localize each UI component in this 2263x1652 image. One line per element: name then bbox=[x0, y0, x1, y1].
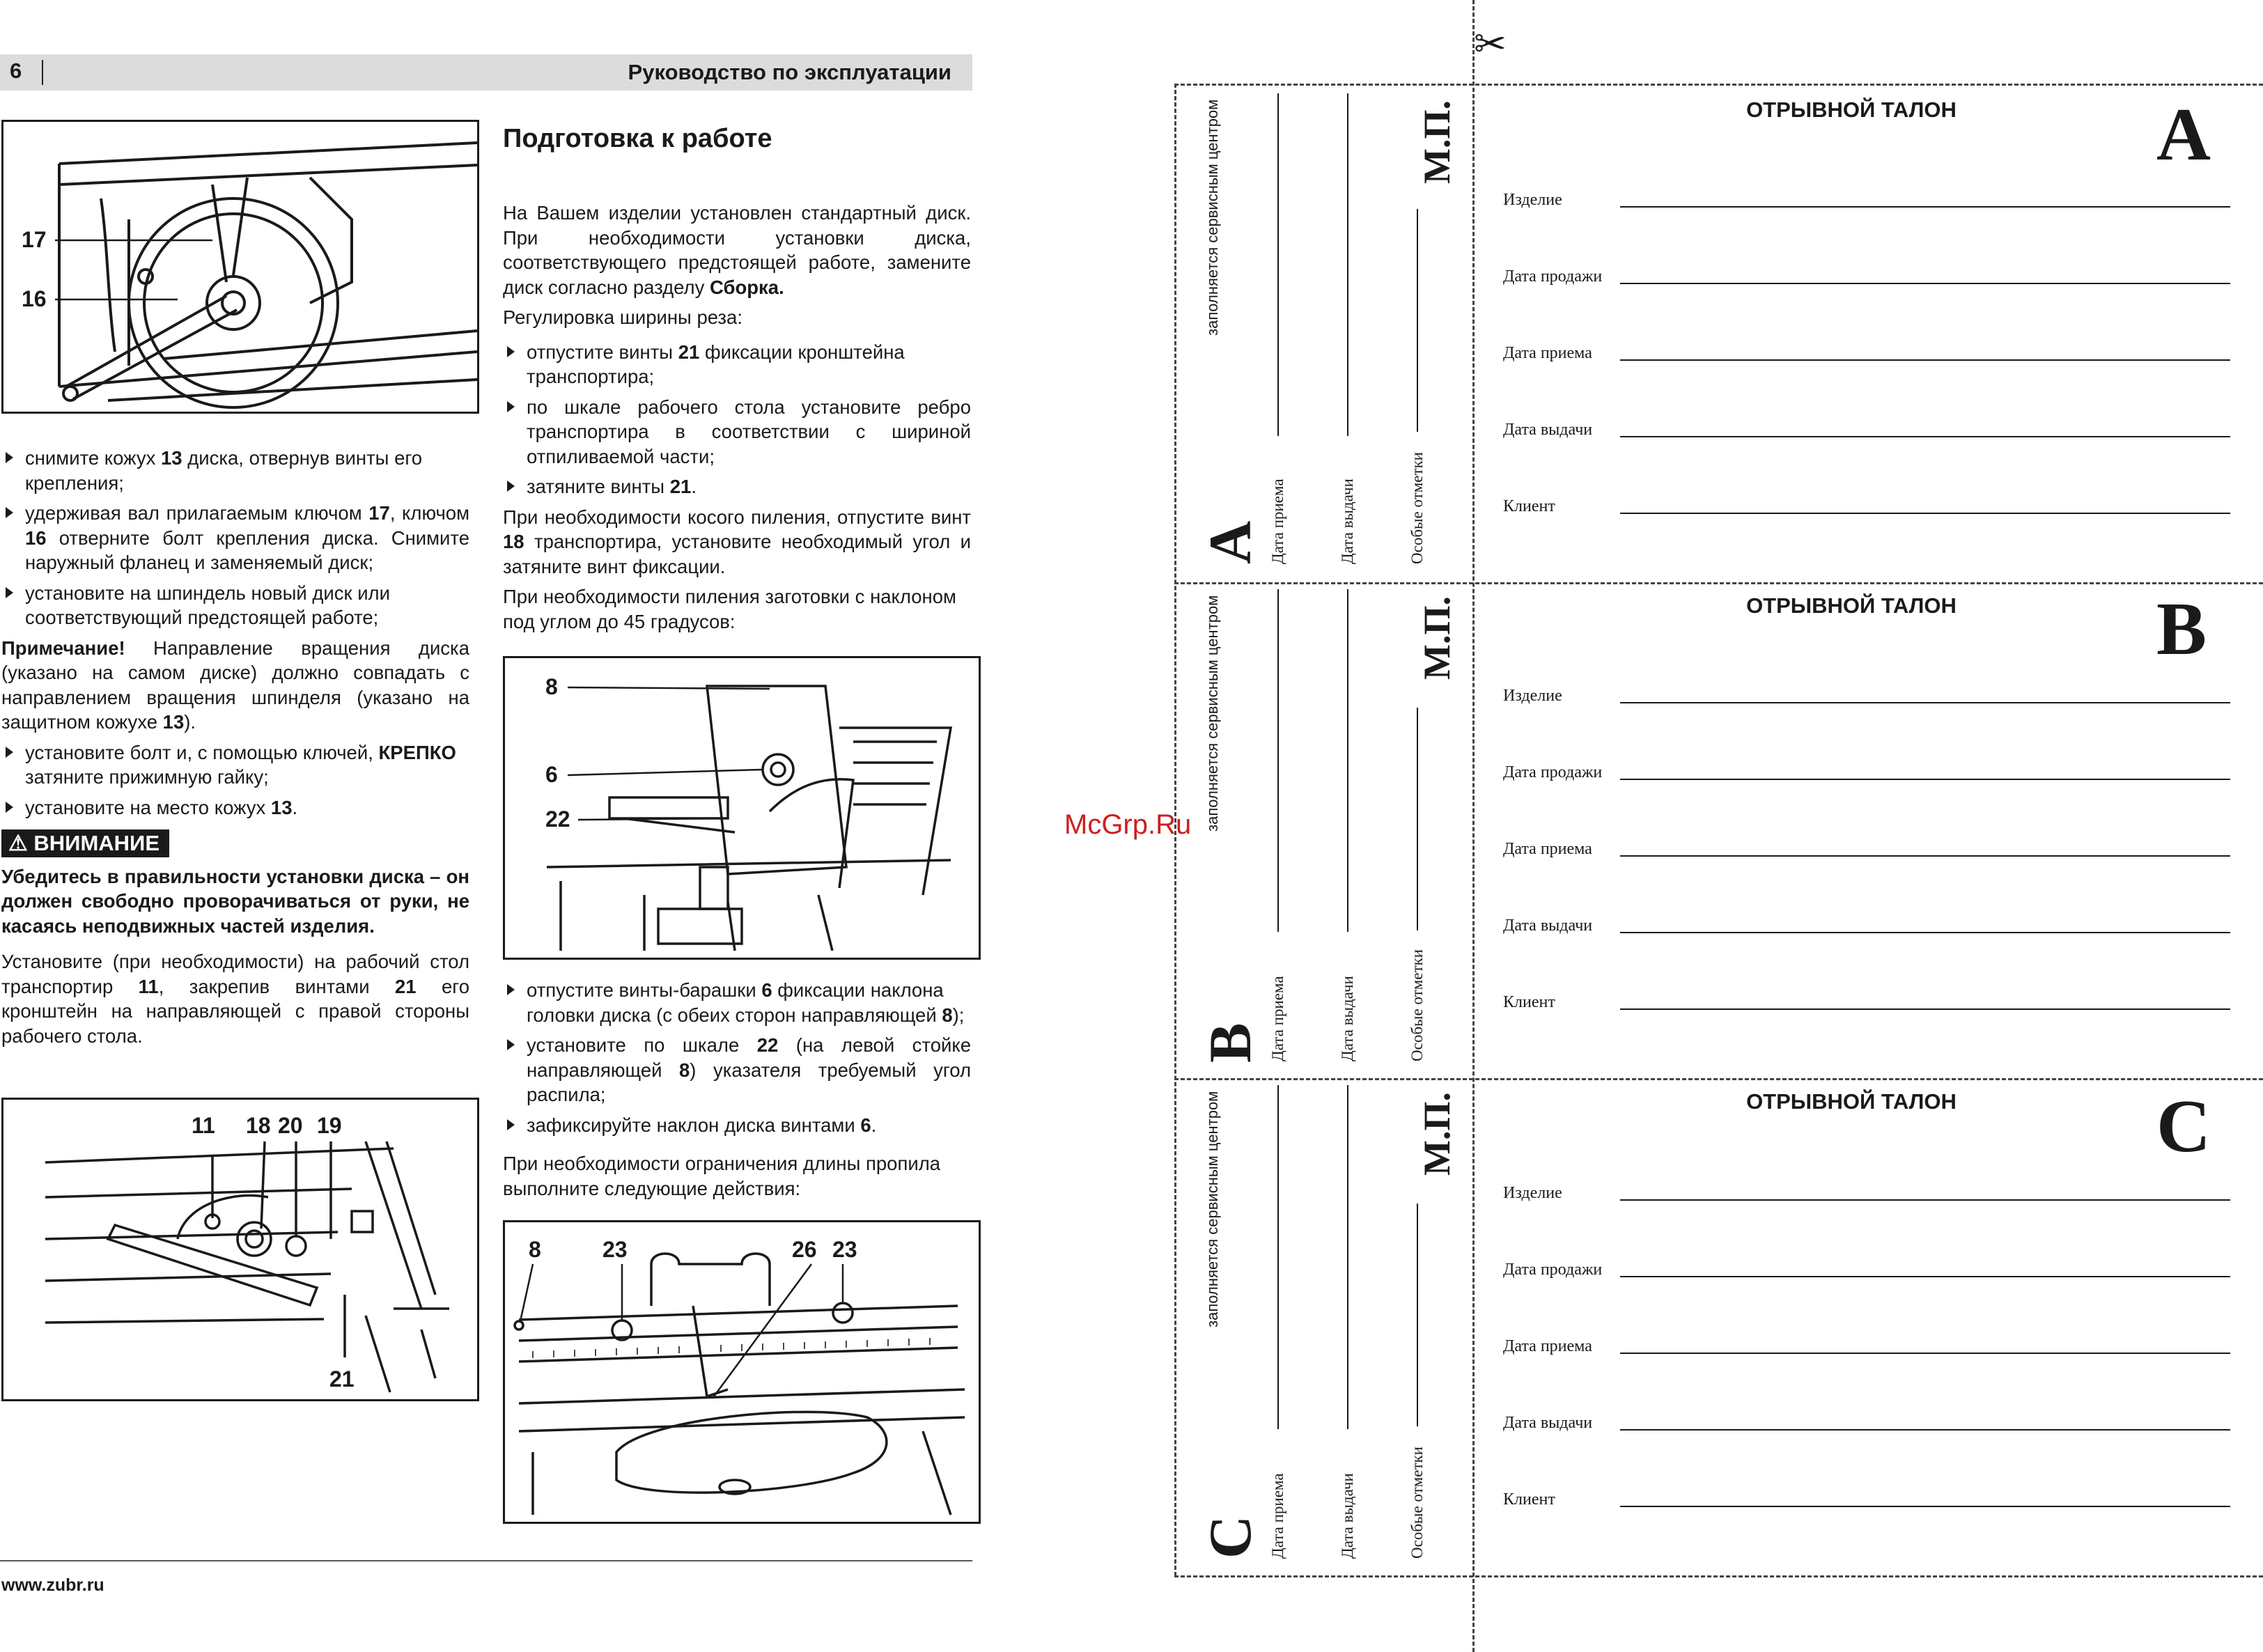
stub-letter: A bbox=[1197, 520, 1263, 564]
fig2-label-20: 20 bbox=[278, 1113, 303, 1138]
list-item: отпустите винты-барашки 6 фиксации наклона головки диска (с обеих сторон направляющей 8); bbox=[503, 978, 971, 1027]
stub-issue-line[interactable] bbox=[1347, 589, 1348, 932]
scissors-icon: ✂ bbox=[1474, 22, 1507, 65]
stub-issue-label: Дата выдачи bbox=[1339, 478, 1356, 564]
coupon-a bbox=[1174, 84, 2263, 582]
field-line[interactable] bbox=[1620, 1199, 2230, 1201]
protractor-illustration bbox=[3, 1100, 477, 1399]
coupon-letter: B bbox=[2156, 588, 2207, 671]
warning-badge: ⚠ ВНИМАНИЕ bbox=[1, 829, 169, 857]
stub-marks-line[interactable] bbox=[1417, 1203, 1418, 1426]
field-line[interactable] bbox=[1620, 855, 2230, 857]
field-label: Дата продажи bbox=[1503, 1261, 1603, 1279]
stub-marks-label: Особые отметки bbox=[1408, 949, 1426, 1061]
figure-tilt-scale bbox=[503, 656, 981, 960]
field-label: Дата приема bbox=[1503, 840, 1592, 858]
stub-recv-line[interactable] bbox=[1277, 1085, 1279, 1429]
tilt-illustration bbox=[505, 658, 979, 958]
list-item: установите на место кожух 13. bbox=[1, 795, 469, 820]
field-line[interactable] bbox=[1620, 779, 2230, 780]
fig3-label-6: 6 bbox=[545, 762, 558, 787]
protractor-paragraph: Установите (при необходимости) на рабочий стол транспортир 11, закрепив винтами 21 его кронштейн на направляющей с правой стороны рабочего стола. bbox=[1, 951, 469, 1047]
coupon-title: ОТРЫВНОЙ ТАЛОН bbox=[1746, 1089, 1957, 1114]
page-number: 6 bbox=[10, 59, 22, 83]
list-item: установите болт и, с помощью ключей, КРЕПКО затяните прижимную гайку; bbox=[1, 740, 469, 790]
field-line[interactable] bbox=[1620, 436, 2230, 437]
stub-recv-line[interactable] bbox=[1277, 589, 1279, 932]
stub-letter: B bbox=[1197, 1022, 1263, 1063]
stub-marks-line[interactable] bbox=[1417, 209, 1418, 432]
stub-recv-label: Дата приема bbox=[1269, 1473, 1286, 1559]
footer-rule bbox=[0, 1560, 972, 1561]
field-label: Дата продажи bbox=[1503, 763, 1603, 781]
field-line[interactable] bbox=[1620, 283, 2230, 284]
field-line[interactable] bbox=[1620, 1276, 2230, 1277]
field-line[interactable] bbox=[1620, 932, 2230, 933]
right-instructions-1 bbox=[503, 201, 971, 639]
field-label: Изделие bbox=[1503, 1184, 1562, 1202]
stub-issue-line[interactable] bbox=[1347, 93, 1348, 436]
stub-stamp: М.П. bbox=[1416, 1092, 1458, 1176]
fig1-label-16: 16 bbox=[22, 286, 47, 311]
length-stop-illustration bbox=[505, 1222, 979, 1522]
coupon-title: ОТРЫВНОЙ ТАЛОН bbox=[1746, 593, 1957, 618]
watermark: McGrp.Ru bbox=[1064, 809, 1192, 840]
field-label: Клиент bbox=[1503, 497, 1555, 515]
list-item: отпустите винты 21 фиксации кронштейна транспортира; bbox=[503, 340, 971, 389]
fig4-label-26: 26 bbox=[792, 1237, 817, 1262]
field-line[interactable] bbox=[1620, 1008, 2230, 1010]
list-item: снимите кожух 13 диска, отвернув винты его крепления; bbox=[1, 446, 469, 495]
fig2-label-18: 18 bbox=[246, 1113, 271, 1138]
header-title: Руководство по эксплуатации bbox=[628, 60, 951, 84]
field-label: Дата приема bbox=[1503, 344, 1592, 362]
fig4-label-23a: 23 bbox=[602, 1237, 628, 1262]
stub-recv-label: Дата приема bbox=[1269, 478, 1286, 564]
cut-line-bottom bbox=[1174, 1575, 2263, 1577]
field-line[interactable] bbox=[1620, 359, 2230, 361]
fig4-label-23b: 23 bbox=[832, 1237, 857, 1262]
stub-letter: C bbox=[1197, 1515, 1263, 1559]
coupon-title: ОТРЫВНОЙ ТАЛОН bbox=[1746, 98, 1957, 122]
stub-recv-label: Дата приема bbox=[1269, 976, 1286, 1061]
field-line[interactable] bbox=[1620, 513, 2230, 514]
stub-service-label: заполняется сервисным центром bbox=[1204, 1091, 1221, 1327]
list-item: зафиксируйте наклон диска винтами 6. bbox=[503, 1113, 971, 1138]
list-item: установите на шпиндель новый диск или соответствующий предстоящей работе; bbox=[1, 581, 469, 630]
coupon-letter: A bbox=[2156, 93, 2211, 176]
field-line[interactable] bbox=[1620, 1429, 2230, 1431]
right-instructions-2 bbox=[503, 978, 971, 1206]
list-item: удерживая вал прилагаемым ключом 17, ключом 16 отверните болт крепления диска. Снимите наружный фланец и заменяемый диск; bbox=[1, 501, 469, 575]
fig2-label-21: 21 bbox=[329, 1366, 355, 1392]
field-line[interactable] bbox=[1620, 206, 2230, 208]
stub-marks-line[interactable] bbox=[1417, 708, 1418, 930]
section-heading bbox=[503, 124, 971, 154]
fig2-label-19: 19 bbox=[317, 1113, 342, 1138]
page-header bbox=[0, 54, 972, 91]
field-label: Дата выдачи bbox=[1503, 917, 1593, 935]
stub-stamp: М.П. bbox=[1416, 100, 1458, 184]
coupon-c bbox=[1174, 1078, 2263, 1575]
fig3-label-8: 8 bbox=[545, 674, 558, 699]
subheading-width: Регулировка ширины реза: bbox=[503, 306, 742, 328]
field-label: Дата выдачи bbox=[1503, 421, 1593, 439]
field-label: Дата приема bbox=[1503, 1337, 1592, 1355]
coupon-letter: C bbox=[2156, 1085, 2211, 1168]
stub-issue-label: Дата выдачи bbox=[1339, 976, 1356, 1061]
field-label: Дата продажи bbox=[1503, 267, 1603, 286]
coupon-b bbox=[1174, 582, 2263, 1078]
field-label: Клиент bbox=[1503, 1490, 1555, 1509]
stub-issue-label: Дата выдачи bbox=[1339, 1473, 1356, 1559]
stub-issue-line[interactable] bbox=[1347, 1085, 1348, 1429]
stub-service-label: заполняется сервисным центром bbox=[1204, 595, 1221, 832]
footer-website: www.zubr.ru bbox=[1, 1575, 104, 1595]
list-item: установите по шкале 22 (на левой стойке направляющей 8) указателя требуемый угол распила; bbox=[503, 1033, 971, 1107]
stub-stamp: М.П. bbox=[1416, 596, 1458, 680]
figure-length-stop bbox=[503, 1220, 981, 1524]
field-label: Дата выдачи bbox=[1503, 1414, 1593, 1432]
length-paragraph: При необходимости ограничения длины пропила выполните следующие действия: bbox=[503, 1153, 941, 1199]
field-label: Изделие bbox=[1503, 687, 1562, 705]
bevel-paragraph: При необходимости косого пиления, отпустите винт 18 транспортира, установите необходимый угол и затяните винт фиксации. bbox=[503, 506, 971, 577]
list-item: затяните винты 21. bbox=[503, 474, 971, 499]
left-instructions-1 bbox=[1, 446, 469, 1054]
stub-recv-line[interactable] bbox=[1277, 93, 1279, 436]
field-label: Клиент bbox=[1503, 993, 1555, 1011]
field-line[interactable] bbox=[1620, 1506, 2230, 1507]
field-line[interactable] bbox=[1620, 1353, 2230, 1354]
tilt-paragraph: При необходимости пиления заготовки с наклоном под углом до 45 градусов: bbox=[503, 586, 956, 632]
fig3-label-22: 22 bbox=[545, 806, 570, 832]
stub-marks-label: Особые отметки bbox=[1408, 1447, 1426, 1559]
page-heading: Подготовка к работе bbox=[503, 124, 772, 153]
note-paragraph: Примечание! Направление вращения диска (указано на самом диске) должно совпадать с направлением вращения шпинделя (указано на защитном кожухе 13). bbox=[1, 637, 469, 733]
fig1-label-17: 17 bbox=[22, 227, 47, 252]
figure-disc-replacement bbox=[1, 120, 479, 414]
fig2-label-11: 11 bbox=[192, 1113, 215, 1138]
fig4-label-8: 8 bbox=[529, 1237, 541, 1262]
header-divider bbox=[42, 60, 43, 85]
field-line[interactable] bbox=[1620, 702, 2230, 703]
figure-protractor bbox=[1, 1098, 479, 1401]
intro-paragraph: На Вашем изделии установлен стандартный диск. При необходимости установки диска, соответствующего предстоящей работе, замените диск согласно разделу Сборка. bbox=[503, 202, 971, 298]
warning-icon: ⚠ bbox=[8, 831, 34, 855]
stub-marks-label: Особые отметки bbox=[1408, 452, 1426, 564]
field-label: Изделие bbox=[1503, 191, 1562, 209]
disc-illustration bbox=[3, 122, 477, 412]
warning-text: Убедитесь в правильности установки диска – он должен свободно проворачиваться от руки, не касаясь неподвижных частей изделия. bbox=[1, 865, 469, 937]
list-item: по шкале рабочего стола установите ребро транспортира в соответствии с шириной отпиливаемой части; bbox=[503, 395, 971, 469]
stub-service-label: заполняется сервисным центром bbox=[1204, 99, 1221, 336]
